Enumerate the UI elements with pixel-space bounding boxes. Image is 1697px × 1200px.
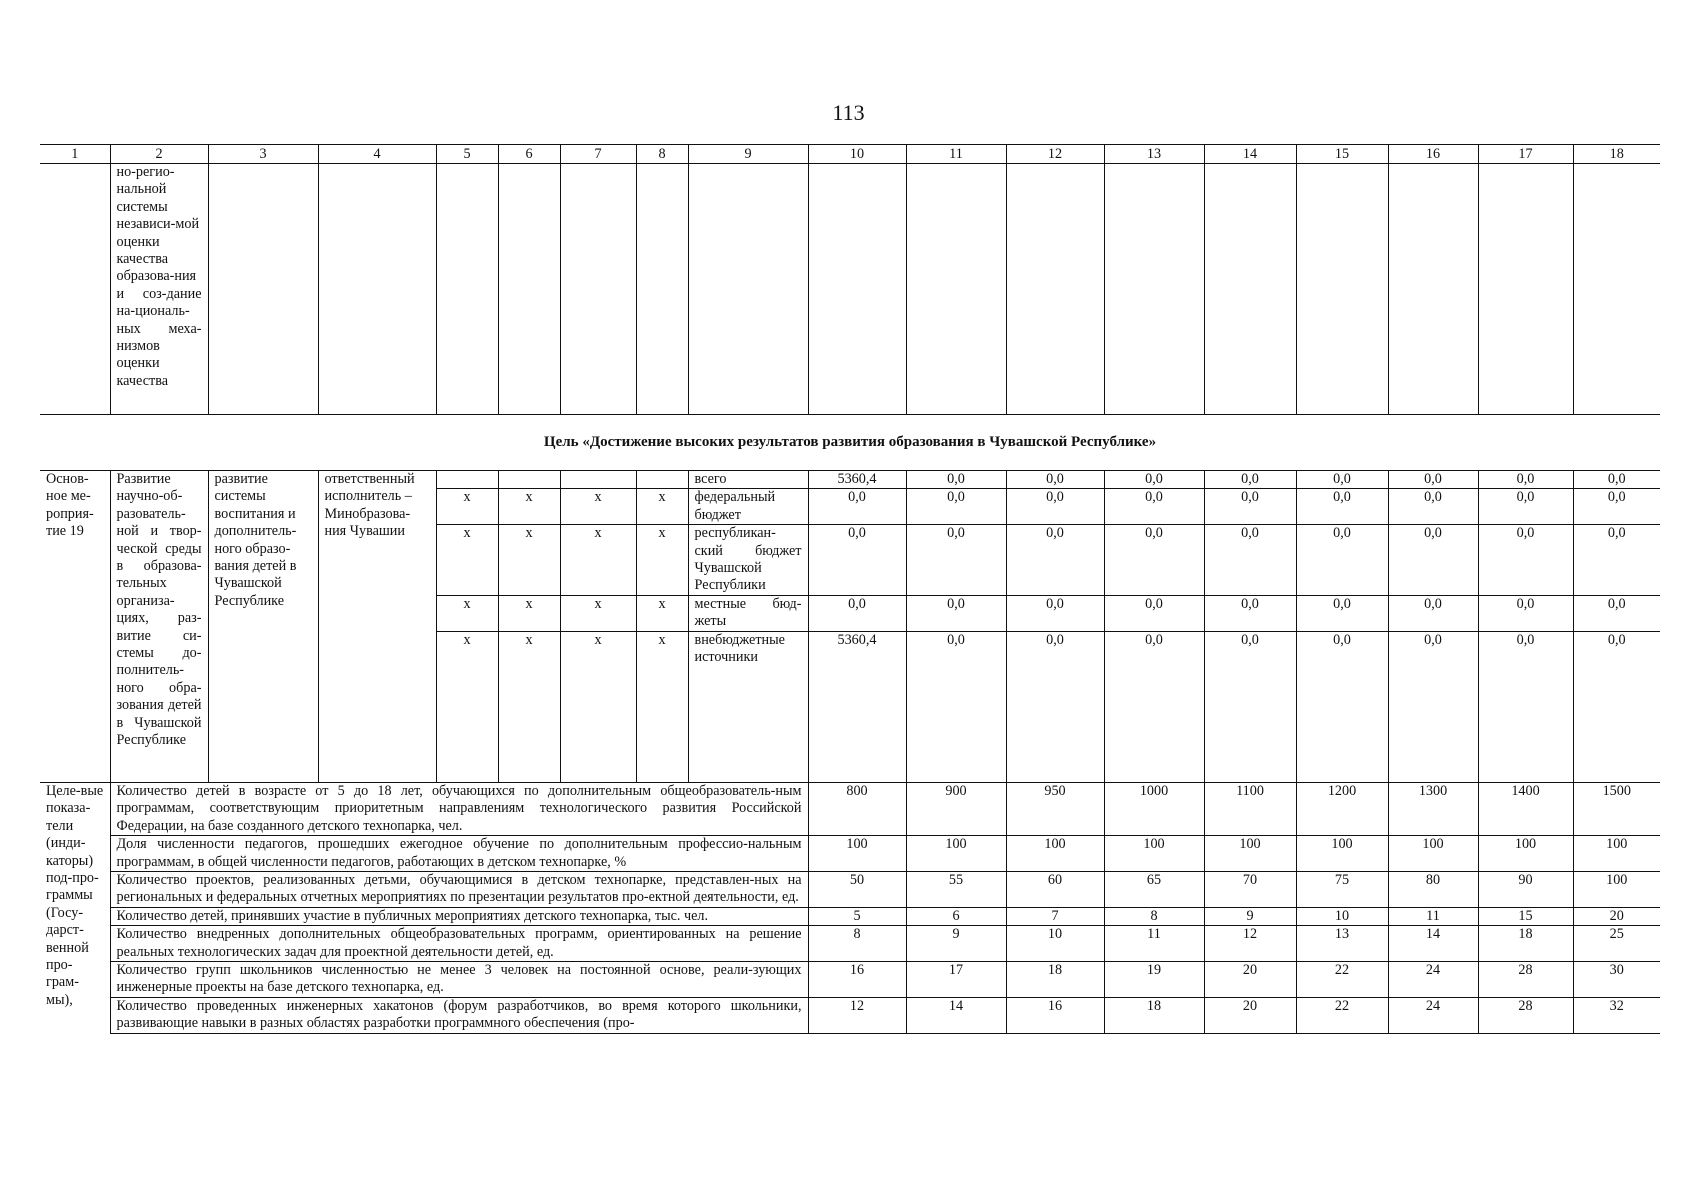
value-cell: 0,0	[1296, 525, 1388, 596]
code-cell: х	[636, 595, 688, 631]
empty-cell	[688, 666, 808, 782]
indicator-value: 24	[1388, 962, 1478, 998]
indicator-text: Количество проведенных инженерных хакатонов (форум разработчиков, во время которого школьники, развивающие навыки в разных областях разработки программного обеспечения (про-	[110, 997, 808, 1033]
event-number: Основ-ное ме-роприя-тие 19	[40, 471, 110, 783]
indicator-value: 100	[1104, 836, 1204, 872]
page-number: 113	[832, 100, 865, 125]
empty-cell	[560, 164, 636, 415]
value-cell: 0,0	[906, 471, 1006, 489]
value-cell: 0,0	[1104, 525, 1204, 596]
col-number: 15	[1296, 145, 1388, 164]
indicator-value: 22	[1296, 997, 1388, 1033]
indicator-value: 50	[808, 872, 906, 908]
empty-cell	[436, 666, 498, 782]
value-cell: 0,0	[1296, 489, 1388, 525]
code-cell	[560, 471, 636, 489]
indicator-text: Доля численности педагогов, прошедших ежегодное обучение по дополнительным профессио-нальным программам, в общей численности педагогов, работающих в детском технопарке, %	[110, 836, 808, 872]
indicator-value: 20	[1204, 962, 1296, 998]
col-number: 12	[1006, 145, 1104, 164]
code-cell: х	[436, 631, 498, 666]
col-number: 10	[808, 145, 906, 164]
empty-cell	[1296, 666, 1388, 782]
code-cell: х	[636, 631, 688, 666]
col-number: 1	[40, 145, 110, 164]
empty-cell	[1006, 164, 1104, 415]
code-cell	[498, 471, 560, 489]
empty-cell	[1478, 164, 1573, 415]
value-cell: 0,0	[906, 595, 1006, 631]
indicator-value: 16	[808, 962, 906, 998]
continuation-table	[40, 144, 1660, 415]
value-cell: 0,0	[1478, 595, 1573, 631]
event-executor: ответственный исполнитель – Минобразова-ния Чувашии	[318, 471, 436, 783]
indicator-value: 13	[1296, 926, 1388, 962]
empty-cell	[1573, 666, 1660, 782]
value-cell: 0,0	[1204, 525, 1296, 596]
indicator-value: 30	[1573, 962, 1660, 998]
indicator-value: 65	[1104, 872, 1204, 908]
code-cell: х	[636, 489, 688, 525]
indicator-text: Количество детей в возрасте от 5 до 18 лет, обучающихся по дополнительным общеобразователь-ным программам, соответствующим приоритетным направлениям технологического развития Российской Федерации, на базе созданного детского технопарка, чел.	[110, 782, 808, 835]
code-cell: х	[436, 525, 498, 596]
indicator-value: 20	[1204, 997, 1296, 1033]
empty-cell	[808, 164, 906, 415]
indicator-value: 11	[1388, 907, 1478, 925]
indicator-text: Количество внедренных дополнительных общеобразовательных программ, ориентированных на решение реальных технологических задач для проектной деятельности детей, ед.	[110, 926, 808, 962]
indicator-value: 18	[1006, 962, 1104, 998]
col-number: 2	[110, 145, 208, 164]
indicator-value: 8	[1104, 907, 1204, 925]
indicator-value: 18	[1478, 926, 1573, 962]
empty-cell	[688, 164, 808, 415]
funding-source: местные бюд-жеты	[688, 595, 808, 631]
indicator-value: 1300	[1388, 782, 1478, 835]
indicator-value: 55	[906, 872, 1006, 908]
indicator-text: Количество проектов, реализованных детьми, обучающимися в детском технопарке, представлен-ных на региональных и федеральных отчетных мероприятиях по презентации результатов про-ектной деятельности, ед.	[110, 872, 808, 908]
indicator-value: 14	[1388, 926, 1478, 962]
col-number: 13	[1104, 145, 1204, 164]
value-cell: 0,0	[808, 489, 906, 525]
value-cell: 0,0	[1478, 525, 1573, 596]
value-cell: 0,0	[1006, 525, 1104, 596]
indicator-value: 15	[1478, 907, 1573, 925]
empty-cell	[636, 666, 688, 782]
value-cell: 0,0	[1104, 489, 1204, 525]
indicator-value: 8	[808, 926, 906, 962]
value-cell: 0,0	[1573, 525, 1660, 596]
value-cell: 0,0	[1388, 525, 1478, 596]
code-cell: х	[436, 595, 498, 631]
value-cell: 0,0	[1573, 489, 1660, 525]
value-cell: 5360,4	[808, 631, 906, 666]
indicator-value: 10	[1006, 926, 1104, 962]
empty-cell	[1204, 164, 1296, 415]
col-number: 18	[1573, 145, 1660, 164]
col-number: 17	[1478, 145, 1573, 164]
indicator-value: 100	[906, 836, 1006, 872]
indicator-row	[40, 782, 1660, 835]
continuation-row	[40, 164, 1660, 415]
indicator-value: 100	[1478, 836, 1573, 872]
indicator-row	[40, 962, 1660, 998]
indicator-value: 5	[808, 907, 906, 925]
value-cell: 0,0	[1006, 595, 1104, 631]
indicator-value: 950	[1006, 782, 1104, 835]
indicator-value: 100	[1296, 836, 1388, 872]
indicator-value: 900	[906, 782, 1006, 835]
empty-cell	[436, 164, 498, 415]
indicator-value: 9	[906, 926, 1006, 962]
value-cell: 0,0	[1478, 489, 1573, 525]
col-number: 8	[636, 145, 688, 164]
value-cell: 0,0	[1204, 471, 1296, 489]
empty-cell	[498, 666, 560, 782]
empty-cell	[1388, 666, 1478, 782]
value-cell: 0,0	[1573, 631, 1660, 666]
code-cell	[636, 471, 688, 489]
funding-source: федеральный бюджет	[688, 489, 808, 525]
col-number: 11	[906, 145, 1006, 164]
indicator-value: 1400	[1478, 782, 1573, 835]
col-number: 6	[498, 145, 560, 164]
empty-cell	[1478, 666, 1573, 782]
value-cell: 0,0	[1006, 489, 1104, 525]
indicator-value: 6	[906, 907, 1006, 925]
value-cell: 0,0	[1478, 631, 1573, 666]
indicator-row	[40, 926, 1660, 962]
main-event-table	[40, 470, 1660, 1034]
indicator-value: 32	[1573, 997, 1660, 1033]
funding-source: республикан-ский бюджет Чувашской Республики	[688, 525, 808, 596]
indicator-row	[40, 907, 1660, 925]
indicator-value: 60	[1006, 872, 1104, 908]
empty-cell	[1296, 164, 1388, 415]
col-number: 3	[208, 145, 318, 164]
indicator-value: 100	[1006, 836, 1104, 872]
indicator-value: 100	[1573, 836, 1660, 872]
empty-cell	[560, 666, 636, 782]
indicator-value: 100	[1573, 872, 1660, 908]
col-number: 14	[1204, 145, 1296, 164]
indicator-value: 80	[1388, 872, 1478, 908]
indicator-value: 1100	[1204, 782, 1296, 835]
continued-event-name: но-регио-нальной системы независи-мой оценки качества образова-ния и соз-дание на-циональ-ных меха-низмов оценки качества	[110, 164, 208, 415]
indicator-value: 14	[906, 997, 1006, 1033]
empty-cell	[208, 164, 318, 415]
indicator-value: 12	[808, 997, 906, 1033]
value-cell: 0,0	[1104, 471, 1204, 489]
code-cell	[436, 471, 498, 489]
column-number-row	[40, 145, 1660, 164]
indicator-row	[40, 836, 1660, 872]
indicator-row	[40, 997, 1660, 1033]
value-cell: 0,0	[1388, 489, 1478, 525]
empty-cell	[318, 164, 436, 415]
indicator-text: Количество детей, принявших участие в публичных мероприятиях детского технопарка, тыс. чел.	[110, 907, 808, 925]
indicator-value: 1000	[1104, 782, 1204, 835]
col-number: 7	[560, 145, 636, 164]
indicator-value: 28	[1478, 962, 1573, 998]
indicator-value: 24	[1388, 997, 1478, 1033]
empty-cell	[1204, 666, 1296, 782]
indicator-value: 7	[1006, 907, 1104, 925]
empty-cell	[906, 164, 1006, 415]
empty-cell	[906, 666, 1006, 782]
value-cell: 0,0	[1204, 595, 1296, 631]
value-cell: 0,0	[1296, 631, 1388, 666]
value-cell: 0,0	[1296, 471, 1388, 489]
value-cell: 0,0	[906, 631, 1006, 666]
value-cell: 0,0	[906, 525, 1006, 596]
code-cell: х	[498, 525, 560, 596]
indicator-value: 10	[1296, 907, 1388, 925]
indicator-value: 17	[906, 962, 1006, 998]
event-name: Развитие научно-об-разователь-ной и твор-ческой среды в образова-тельных организа-циях, раз-витие си-стемы до-полнитель-ного обра-зования детей в Чувашской Республике	[110, 471, 208, 783]
empty-cell	[1573, 164, 1660, 415]
value-cell: 0,0	[808, 595, 906, 631]
indicator-value: 800	[808, 782, 906, 835]
value-cell: 0,0	[1388, 595, 1478, 631]
value-cell: 0,0	[808, 525, 906, 596]
code-cell: х	[560, 595, 636, 631]
indicator-value: 90	[1478, 872, 1573, 908]
funding-source: внебюджетные источники	[688, 631, 808, 666]
code-cell: х	[498, 631, 560, 666]
event-subprogram: развитие системы воспитания и дополнитель-ного образо-вания детей в Чувашской Республике	[208, 471, 318, 783]
col-number: 4	[318, 145, 436, 164]
indicator-value: 28	[1478, 997, 1573, 1033]
indicator-value: 20	[1573, 907, 1660, 925]
indicator-value: 100	[1204, 836, 1296, 872]
indicator-value: 9	[1204, 907, 1296, 925]
code-cell: х	[560, 489, 636, 525]
goal-title: Цель «Достижение высоких результатов развития образования в Чувашской Республике»	[543, 434, 1157, 450]
value-cell: 0,0	[1388, 471, 1478, 489]
indicator-value: 100	[1388, 836, 1478, 872]
value-cell: 0,0	[1204, 631, 1296, 666]
code-cell: х	[436, 489, 498, 525]
empty-cell	[1104, 666, 1204, 782]
code-cell: х	[498, 489, 560, 525]
empty-cell	[1006, 666, 1104, 782]
code-cell: х	[560, 525, 636, 596]
funding-row-total	[40, 471, 1660, 489]
indicator-text: Количество групп школьников численностью не менее 3 человек на постоянной основе, реали-зующих инженерные проекты на базе детского технопарка, ед.	[110, 962, 808, 998]
value-cell: 0,0	[1573, 471, 1660, 489]
indicator-value: 70	[1204, 872, 1296, 908]
col-number: 5	[436, 145, 498, 164]
indicator-value: 19	[1104, 962, 1204, 998]
value-cell: 0,0	[1573, 595, 1660, 631]
indicator-value: 75	[1296, 872, 1388, 908]
empty-cell	[636, 164, 688, 415]
code-cell: х	[636, 525, 688, 596]
code-cell: х	[498, 595, 560, 631]
indicators-label: Целе-вые показа-тели (инди-каторы) под-про-граммы (Госу-дарст-венной про-грам-мы),	[40, 782, 110, 1033]
value-cell: 0,0	[1296, 595, 1388, 631]
indicator-value: 22	[1296, 962, 1388, 998]
empty-cell	[498, 164, 560, 415]
value-cell: 0,0	[1388, 631, 1478, 666]
indicator-value: 11	[1104, 926, 1204, 962]
funding-source: всего	[688, 471, 808, 489]
value-cell: 0,0	[1104, 595, 1204, 631]
indicator-row	[40, 872, 1660, 908]
empty-cell	[808, 666, 906, 782]
value-cell: 5360,4	[808, 471, 906, 489]
code-cell: х	[560, 631, 636, 666]
col-number: 9	[688, 145, 808, 164]
indicator-value: 16	[1006, 997, 1104, 1033]
value-cell: 0,0	[1104, 631, 1204, 666]
indicator-value: 18	[1104, 997, 1204, 1033]
indicator-value: 1200	[1296, 782, 1388, 835]
empty-cell	[1104, 164, 1204, 415]
value-cell: 0,0	[1204, 489, 1296, 525]
indicator-value: 1500	[1573, 782, 1660, 835]
indicator-value: 25	[1573, 926, 1660, 962]
col-number: 16	[1388, 145, 1478, 164]
empty-cell	[1388, 164, 1478, 415]
value-cell: 0,0	[1006, 631, 1104, 666]
value-cell: 0,0	[1006, 471, 1104, 489]
indicator-value: 100	[808, 836, 906, 872]
value-cell: 0,0	[1478, 471, 1573, 489]
indicator-value: 12	[1204, 926, 1296, 962]
empty-cell	[40, 164, 110, 415]
value-cell: 0,0	[906, 489, 1006, 525]
